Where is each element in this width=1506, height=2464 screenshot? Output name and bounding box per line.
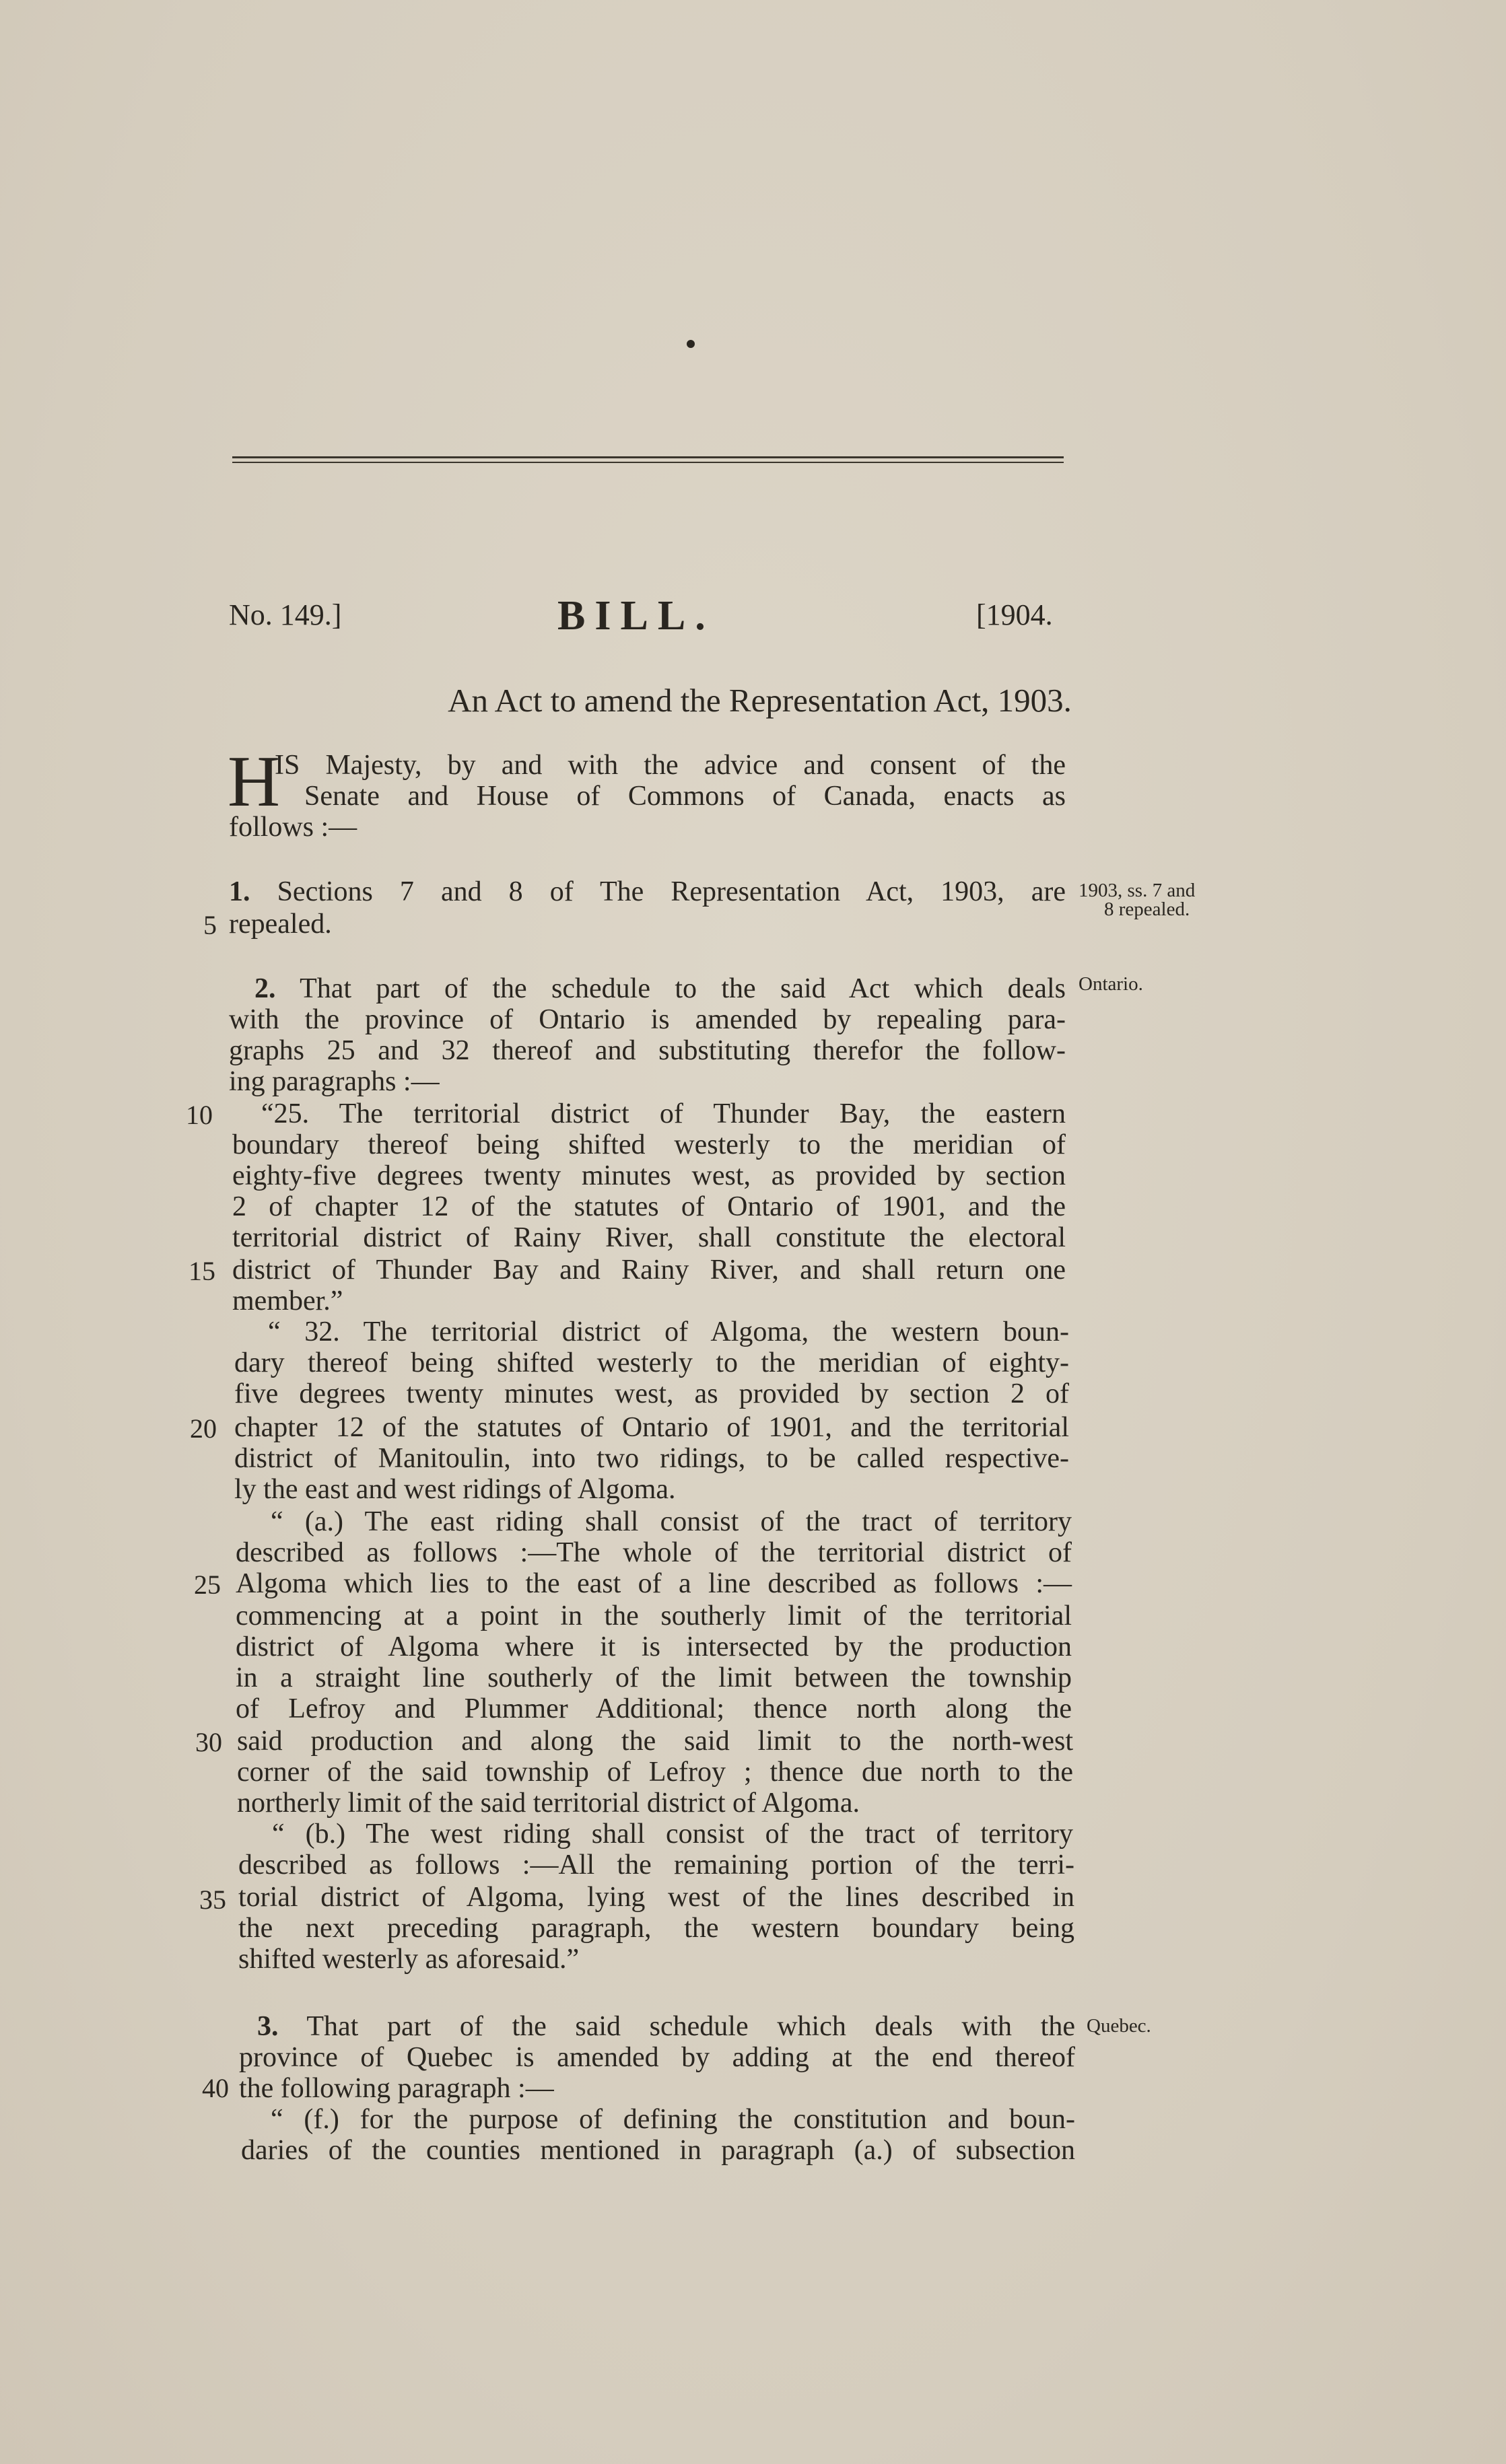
margin-note-s1: 8 repealed. bbox=[1104, 899, 1190, 920]
section-number: 2. bbox=[254, 973, 276, 1004]
section-2-line: “25. The territorial district of Thunder Bay, the eastern bbox=[261, 1098, 1066, 1129]
drop-cap: H bbox=[228, 742, 280, 822]
margin-note-s3: Quebec. bbox=[1087, 2015, 1151, 2037]
section-2-line: corner of the said township of Lefroy ; thence due north to the bbox=[237, 1757, 1073, 1788]
line-number: 10 bbox=[186, 1100, 213, 1130]
section-2-line: the next preceding paragraph, the western boundary being bbox=[238, 1913, 1074, 1944]
section-2-line: district of Thunder Bay and Rainy River, and shall return one bbox=[232, 1255, 1066, 1286]
section-2-line: ing paragraphs :— bbox=[229, 1066, 440, 1097]
section-2-line: territorial district of Rainy River, shall constitute the electoral bbox=[232, 1222, 1066, 1253]
section-2-line: commencing at a point in the southerly limit of the territorial bbox=[236, 1600, 1072, 1631]
section-2-line: 2 of chapter 12 of the statutes of Ontario of 1901, and the bbox=[232, 1191, 1066, 1222]
line-number: 20 bbox=[190, 1413, 217, 1444]
line-number: 35 bbox=[199, 1885, 226, 1915]
section-2-line: in a straight line southerly of the limit between the township bbox=[236, 1662, 1072, 1693]
section-2-line: said production and along the said limit to the north-west bbox=[237, 1726, 1073, 1757]
section-2-line: “ (b.) The west riding shall consist of the tract of territory bbox=[272, 1819, 1073, 1850]
section-2-line: described as follows :—The whole of the territorial district of bbox=[236, 1537, 1072, 1568]
section-2-line: district of Manitoulin, into two ridings, to be called respective- bbox=[234, 1443, 1069, 1474]
margin-note-s1: 1903, ss. 7 and bbox=[1079, 880, 1196, 901]
section-2-line: 2. That part of the schedule to the said Act which deals bbox=[254, 973, 1066, 1004]
section-2-line: Algoma which lies to the east of a line described as follows :— bbox=[236, 1568, 1072, 1599]
line-number: 5 bbox=[203, 910, 217, 940]
section-2-line: chapter 12 of the statutes of Ontario of 1901, and the territorial bbox=[234, 1412, 1069, 1443]
section-2-line: of Lefroy and Plummer Additional; thence north along the bbox=[236, 1693, 1072, 1724]
section-3-line: daries of the counties mentioned in paragraph (a.) of subsection bbox=[241, 2135, 1075, 2166]
section-3-line: “ (f.) for the purpose of defining the constitution and boun- bbox=[271, 2104, 1075, 2135]
section-2-line: graphs 25 and 32 thereof and substituting therefor the follow- bbox=[229, 1035, 1066, 1066]
section-2-line: shifted westerly as aforesaid.” bbox=[238, 1944, 580, 1975]
act-title: An Act to amend the Representation Act, 1903. bbox=[448, 682, 1072, 719]
section-2-line: with the province of Ontario is amended by repealing para- bbox=[229, 1004, 1066, 1035]
bill-number: No. 149.] bbox=[229, 598, 342, 631]
section-3-line: the following paragraph :— bbox=[239, 2073, 554, 2104]
section-2-line: torial district of Algoma, lying west of the lines described in bbox=[238, 1882, 1074, 1913]
section-2-line: “ (a.) The east riding shall consist of the tract of territory bbox=[271, 1506, 1072, 1537]
section-number: 3. bbox=[257, 2011, 279, 2042]
line-number: 30 bbox=[195, 1727, 222, 1757]
section-2-line: district of Algoma where it is intersected by the production bbox=[236, 1631, 1072, 1662]
section-2-line: boundary thereof being shifted westerly to the meridian of bbox=[232, 1129, 1066, 1160]
line-number: 15 bbox=[189, 1256, 215, 1286]
enacting-line: Senate and House of Commons of Canada, enacts as bbox=[304, 781, 1066, 812]
section-2-line: member.” bbox=[232, 1286, 343, 1316]
margin-note-s2: Ontario. bbox=[1079, 973, 1143, 995]
section-number: 1. bbox=[229, 876, 250, 907]
section-2-line: ly the east and west ridings of Algoma. bbox=[234, 1474, 676, 1505]
section-3-line: 3. That part of the said schedule which deals with the bbox=[257, 2011, 1075, 2042]
section-1-line: 1. Sections 7 and 8 of The Representation Act, 1903, are bbox=[229, 876, 1066, 907]
section-2-line: northerly limit of the said territorial district of Algoma. bbox=[237, 1788, 860, 1819]
line-number: 25 bbox=[194, 1570, 221, 1600]
section-3-line: province of Quebec is amended by adding at the end thereof bbox=[239, 2042, 1075, 2073]
top-rule-thin bbox=[232, 462, 1064, 463]
section-2-line: eighty-five degrees twenty minutes west, as provided by section bbox=[232, 1160, 1066, 1191]
ink-dot bbox=[687, 340, 695, 348]
bill-year: [1904. bbox=[976, 598, 1053, 631]
line-number: 40 bbox=[202, 2073, 229, 2103]
enacting-line: follows :— bbox=[229, 812, 357, 843]
section-2-line: “ 32. The territorial district of Algoma, the western boun- bbox=[268, 1316, 1069, 1347]
bill-heading: BILL. bbox=[557, 593, 715, 639]
section-1-line: repealed. bbox=[229, 909, 332, 940]
section-2-line: dary thereof being shifted westerly to the meridian of eighty- bbox=[234, 1347, 1069, 1378]
top-rule bbox=[232, 456, 1064, 458]
section-2-line: described as follows :—All the remaining portion of the terri- bbox=[238, 1850, 1074, 1880]
enacting-line: IS Majesty, by and with the advice and consent of the bbox=[275, 750, 1066, 781]
section-2-line: five degrees twenty minutes west, as provided by section 2 of bbox=[234, 1378, 1069, 1409]
